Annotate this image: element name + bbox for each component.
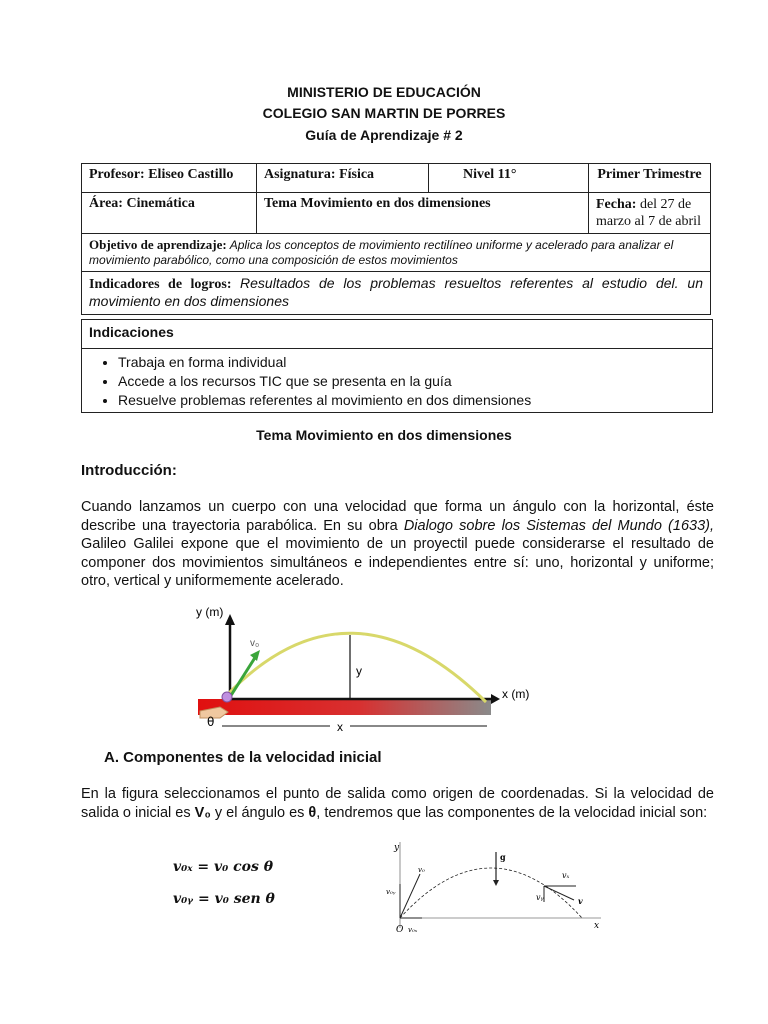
school-title: COLEGIO SAN MARTIN DE PORRES [262,105,506,121]
v0-label: v₀ [418,866,425,874]
x-axis-arrow [491,694,500,704]
intro-paragraph: Cuando lanzamos un cuerpo con una velocidad que forma un ángulo con la horizontal, éste describe una trayectoria parabólica. En su obra Dialogo sobre los Sistemas del Mundo (1633), Galileo Galilei expone que el movimiento de un proyectil puede considerarse el resultado de componer dos movimientos simultáneos e independientes entre sí: uno, horizontal y uniforme; otro, vertical y uniformemente acelerado. [81,499,714,589]
v0y-label: v₀ᵧ [386,888,396,896]
y-axis-label: y (m) [196,605,224,619]
level-cell: Nivel 11° [429,164,589,193]
height-label: y [356,664,362,678]
trajectory [400,868,582,918]
gravity-arrow [493,880,499,886]
v0-vector [400,874,420,918]
area-cell: Área: Cinemática [82,193,257,234]
velocity-vector [230,656,256,697]
launch-ball [222,692,232,702]
instructions-title: Indicaciones [82,320,712,349]
indicators-cell: Indicadores de logros: Resultados de los problemas resueltos referentes al estudio del. un movimiento en dos dimensiones [82,272,711,315]
date-cell: Fecha: del 27 de marzo al 7 de abril [589,193,711,234]
instructions-box [81,319,713,413]
equation-vy: v₀ᵧ = v₀ sen θ [173,891,275,907]
x-label: x [594,921,600,931]
objective-cell: Objetivo de aprendizaje: Aplica los conceptos de movimiento rectilíneo uniforme y acelerado para analizar el movimiento parabólico, como una composición de estos movimientos [82,234,711,272]
origin-label: O [396,925,404,935]
angle-label: θ [207,715,215,729]
guide-title: Guía de Aprendizaje # 2 [305,127,463,143]
ministry-title: MINISTERIO DE EDUCACIÓN [287,84,481,100]
equation-vx: v₀ₓ = v₀ cos θ [173,859,274,875]
list-item: • Accede a los recursos TIC que se presenta en la guía [118,372,712,391]
projectile-figure [190,598,540,738]
y-label: y [394,843,400,853]
v-vector [544,886,574,900]
topic-cell: Tema Movimiento en dos dimensiones [257,193,589,234]
instructions-list [82,349,712,412]
ground-bar [198,699,491,715]
range-label: x [337,720,343,734]
v0x-label: v₀ₓ [408,926,418,934]
subject-cell: Asignatura: Física [257,164,429,193]
teacher-cell: Profesor: Eliseo Castillo [82,164,257,193]
v0-label: v₀ [250,638,260,649]
x-axis-label: x (m) [502,687,530,701]
list-item: • Resuelve problemas referentes al movimiento en dos dimensiones [118,391,712,410]
section-a-paragraph: En la figura seleccionamos el punto de salida como origen de coordenadas. Si la velocidad de salida o inicial es V₀ y el ángulo es θ, tendremos que las componentes de la velocidad inicial son: [81,786,714,821]
y-axis-arrow [225,614,235,625]
topic-title: Tema Movimiento en dos dimensiones [256,427,512,443]
info-table [81,163,711,315]
section-a-heading: A. Componentes de la velocidad inicial [104,749,382,766]
components-figure [386,838,606,938]
term-cell: Primer Trimestre [589,164,711,193]
vy-label: vᵧ [536,893,544,902]
intro-heading: Introducción: [81,462,177,479]
v-label: v [578,896,583,906]
vx-label: vₓ [562,871,570,880]
g-label: g [500,852,506,862]
list-item: • Trabaja en forma individual [118,353,712,372]
